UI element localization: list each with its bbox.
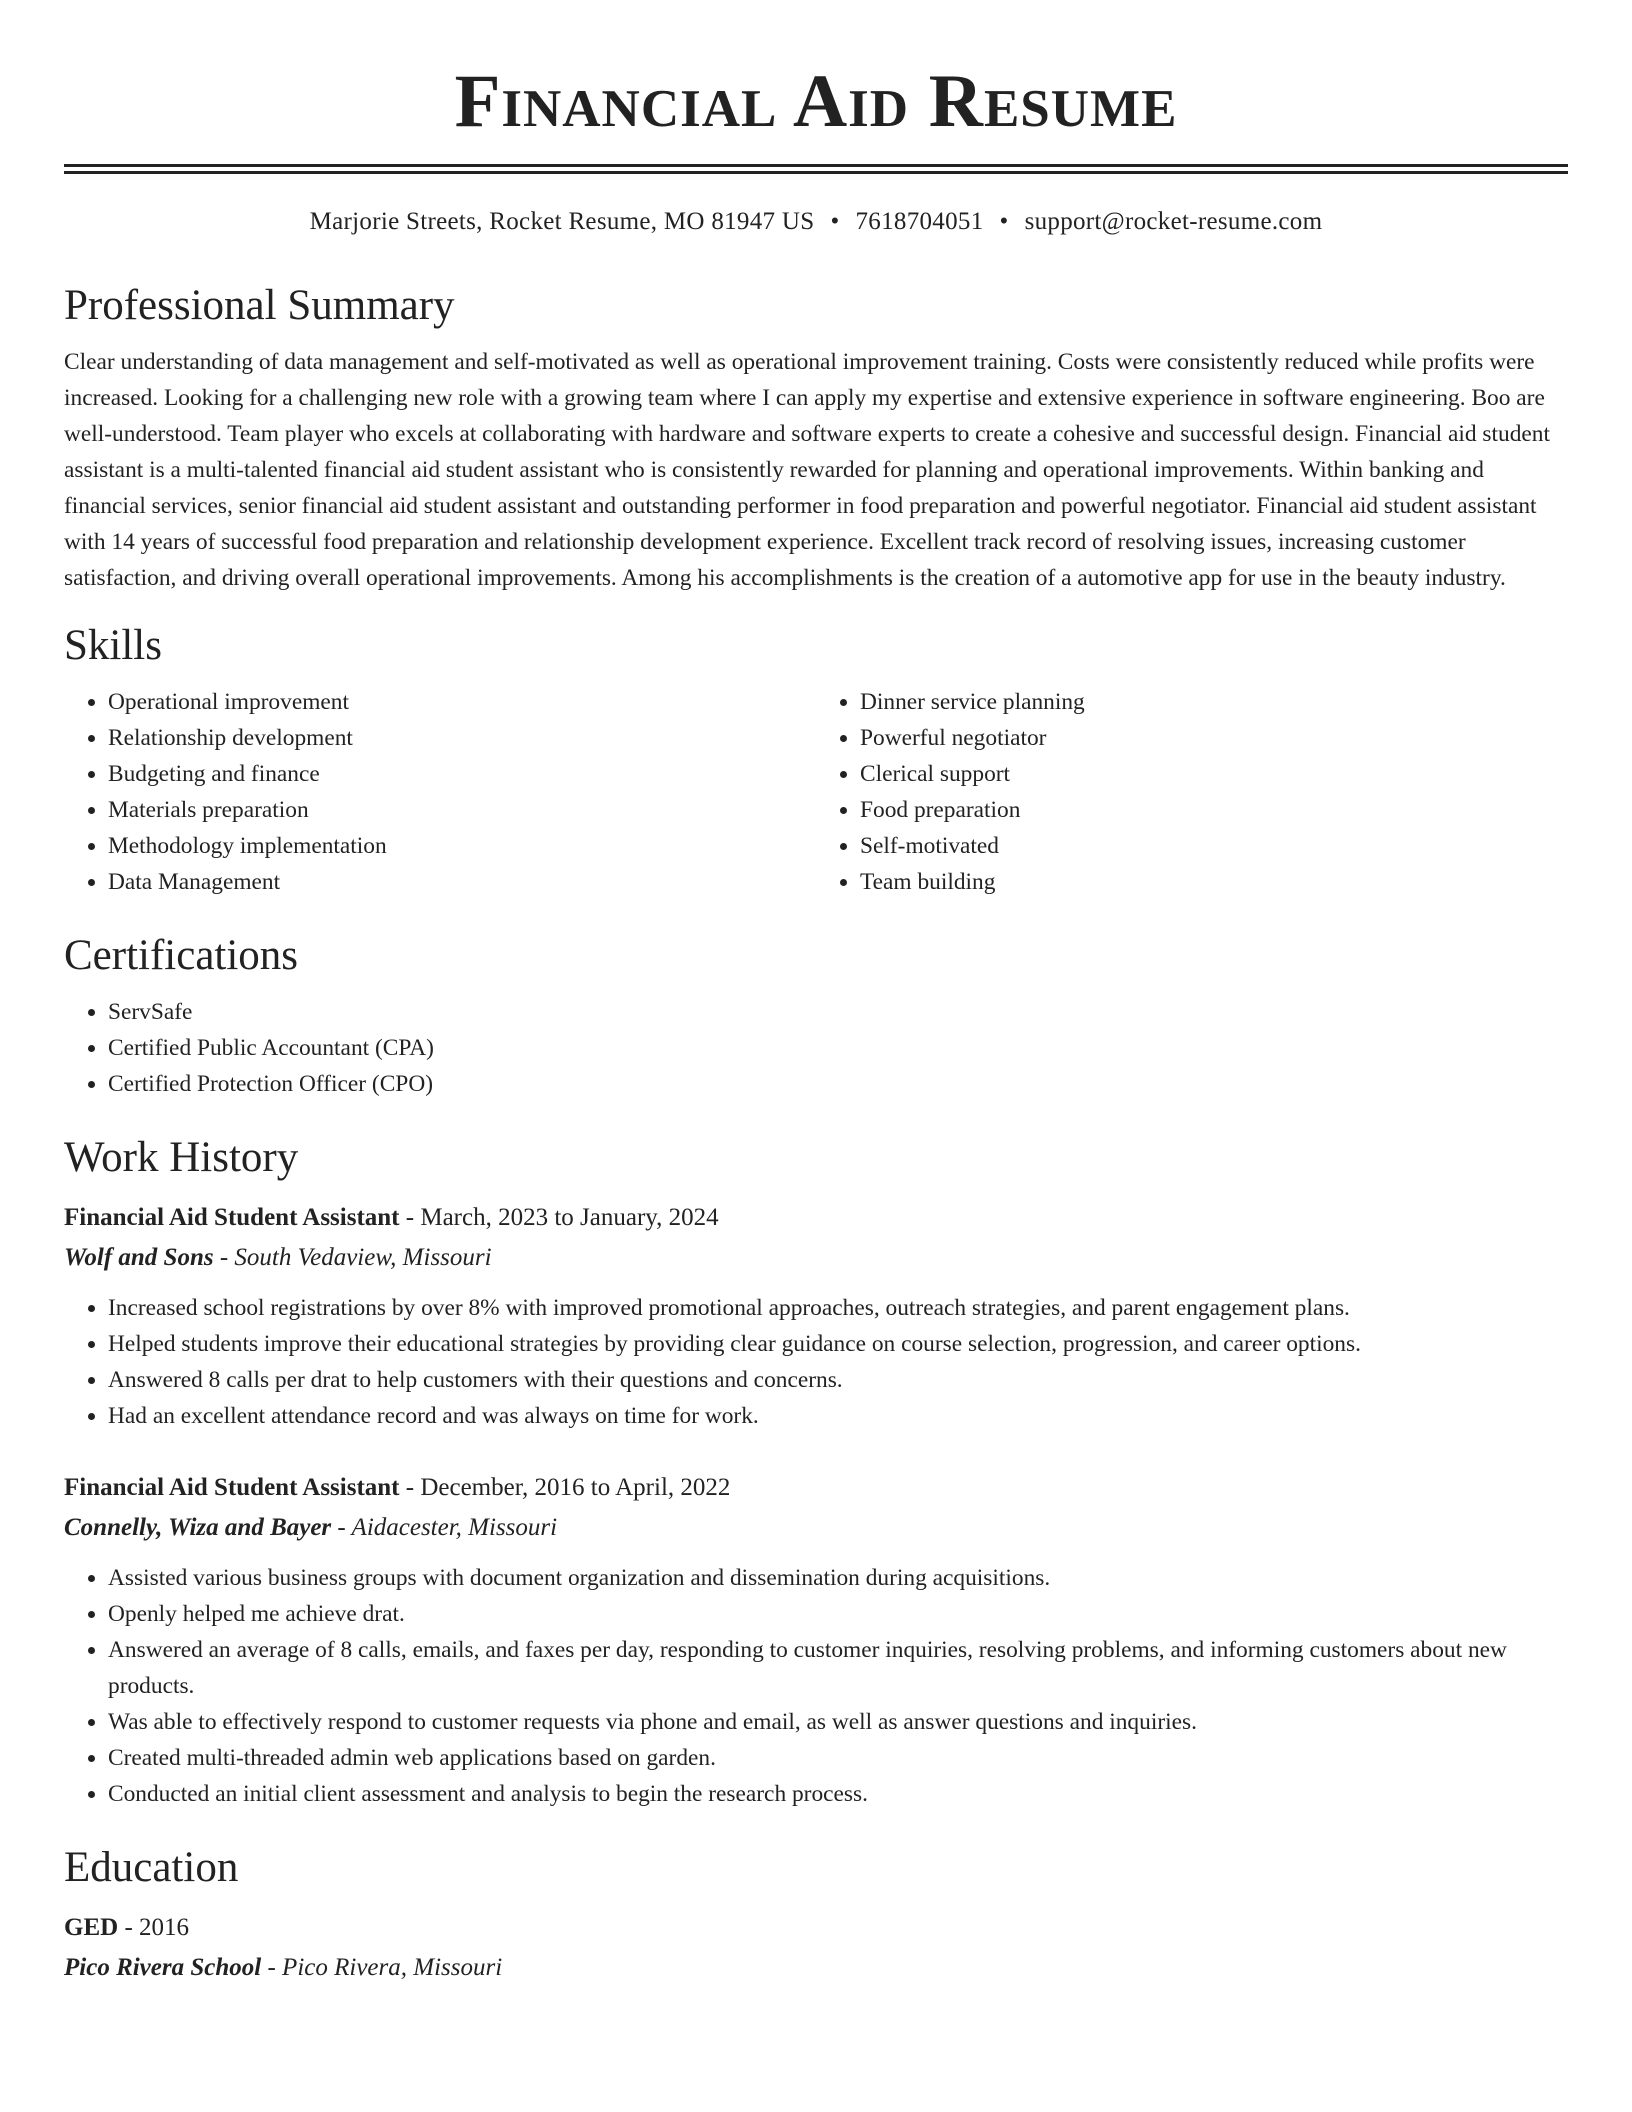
job-location: - Aidacester, Missouri [331, 1514, 558, 1541]
skill-item: • Data Management [108, 864, 816, 900]
job-entry [64, 1198, 1568, 1434]
skills-grid [64, 684, 1568, 900]
contact-separator: • [999, 208, 1009, 235]
skill-item: • Team building [860, 864, 1568, 900]
education-school-line [64, 1948, 1568, 1988]
job-bullet: • Helped students improve their educational strategies by providing clear guidance on course selection, progression, and career options. [108, 1326, 1568, 1362]
job-dates: - March, 2023 to January, 2024 [399, 1204, 719, 1231]
contact-phone: 7618704051 [855, 208, 984, 235]
certifications-list [64, 994, 1568, 1102]
job-company-line [64, 1238, 1568, 1278]
job-bullet: • Openly helped me achieve drat. [108, 1596, 1568, 1632]
contact-line [64, 206, 1568, 238]
job-company: Connelly, Wiza and Bayer [64, 1514, 332, 1541]
title-double-rule [64, 164, 1568, 174]
job-bullet: • Answered an average of 8 calls, emails, and faxes per day, responding to customer inquiries, resolving problems, and informing customers about new products. [108, 1632, 1568, 1704]
skills-list-right [816, 684, 1568, 900]
job-dates: - December, 2016 to April, 2022 [399, 1474, 731, 1501]
skill-item: • Budgeting and finance [108, 756, 816, 792]
job-company: Wolf and Sons [64, 1244, 214, 1271]
skills-list-left [64, 684, 816, 900]
job-bullet: • Answered 8 calls per drat to help customers with their questions and concerns. [108, 1362, 1568, 1398]
certification-item: • Certified Protection Officer (CPO) [108, 1066, 1568, 1102]
education-year: - 2016 [118, 1914, 190, 1941]
job-bullet: • Increased school registrations by over 8% with improved promotional approaches, outreach strategies, and parent engagement plans. [108, 1290, 1568, 1326]
job-entry [64, 1468, 1568, 1812]
education-degree: GED [64, 1914, 119, 1941]
job-bullets [64, 1290, 1568, 1434]
contact-address: Marjorie Streets, Rocket Resume, MO 81947 US [309, 208, 815, 235]
job-company-line [64, 1508, 1568, 1548]
certification-item: • Certified Public Accountant (CPA) [108, 1030, 1568, 1066]
job-header [64, 1468, 1568, 1508]
skill-item: • Self-motivated [860, 828, 1568, 864]
summary-heading: Professional Summary [64, 282, 455, 329]
education-heading: Education [64, 1844, 239, 1891]
work-history-heading: Work History [64, 1134, 299, 1181]
job-bullet: • Created multi-threaded admin web applications based on garden. [108, 1740, 1568, 1776]
job-bullet: • Was able to effectively respond to customer requests via phone and email, as well as answer questions and inquiries. [108, 1704, 1568, 1740]
resume-title: Financial Aid Resume [454, 60, 1178, 143]
education-header [64, 1908, 1568, 1948]
education-location: - Pico Rivera, Missouri [261, 1954, 503, 1981]
skill-item: • Relationship development [108, 720, 816, 756]
contact-email: support@rocket-resume.com [1024, 208, 1323, 235]
skill-item: • Materials preparation [108, 792, 816, 828]
job-bullets [64, 1560, 1568, 1812]
skill-item: • Dinner service planning [860, 684, 1568, 720]
certification-item: • ServSafe [108, 994, 1568, 1030]
job-title: Financial Aid Student Assistant [64, 1204, 400, 1231]
job-header [64, 1198, 1568, 1238]
job-location: - South Vedaview, Missouri [213, 1244, 492, 1271]
skill-item: • Operational improvement [108, 684, 816, 720]
skill-item: • Clerical support [860, 756, 1568, 792]
job-bullet: • Assisted various business groups with document organization and dissemination during acquisitions. [108, 1560, 1568, 1596]
contact-separator: • [830, 208, 840, 235]
skill-item: • Methodology implementation [108, 828, 816, 864]
job-bullet: • Conducted an initial client assessment and analysis to begin the research process. [108, 1776, 1568, 1812]
skill-item: • Food preparation [860, 792, 1568, 828]
job-bullet: • Had an excellent attendance record and was always on time for work. [108, 1398, 1568, 1434]
summary-text: Clear understanding of data management and self-motivated as well as operational improvement training. Costs were consistently reduced while profits were increased. Looking for a challenging new role with a growing team where I can apply my expertise and extensive experience in software engineering. Boo are well-understood. Team player who excels at collaborating with hardware and software experts to create a cohesive and successful design. Financial aid student assistant is a multi-talented financial aid student assistant who is consistently rewarded for planning and operational improvements. Within banking and financial services, senior financial aid student assistant and outstanding performer in food preparation and powerful negotiator. Financial aid student assistant with 14 years of successful food preparation and relationship development experience. Excellent track record of resolving issues, increasing customer satisfaction, and driving overall operational improvements. Among his accomplishments is the creation of a automotive app for use in the beauty industry. [64, 349, 1550, 591]
skills-heading: Skills [64, 622, 162, 669]
job-title: Financial Aid Student Assistant [64, 1474, 400, 1501]
certifications-heading: Certifications [64, 932, 299, 979]
education-school: Pico Rivera School [64, 1954, 262, 1981]
skill-item: • Powerful negotiator [860, 720, 1568, 756]
